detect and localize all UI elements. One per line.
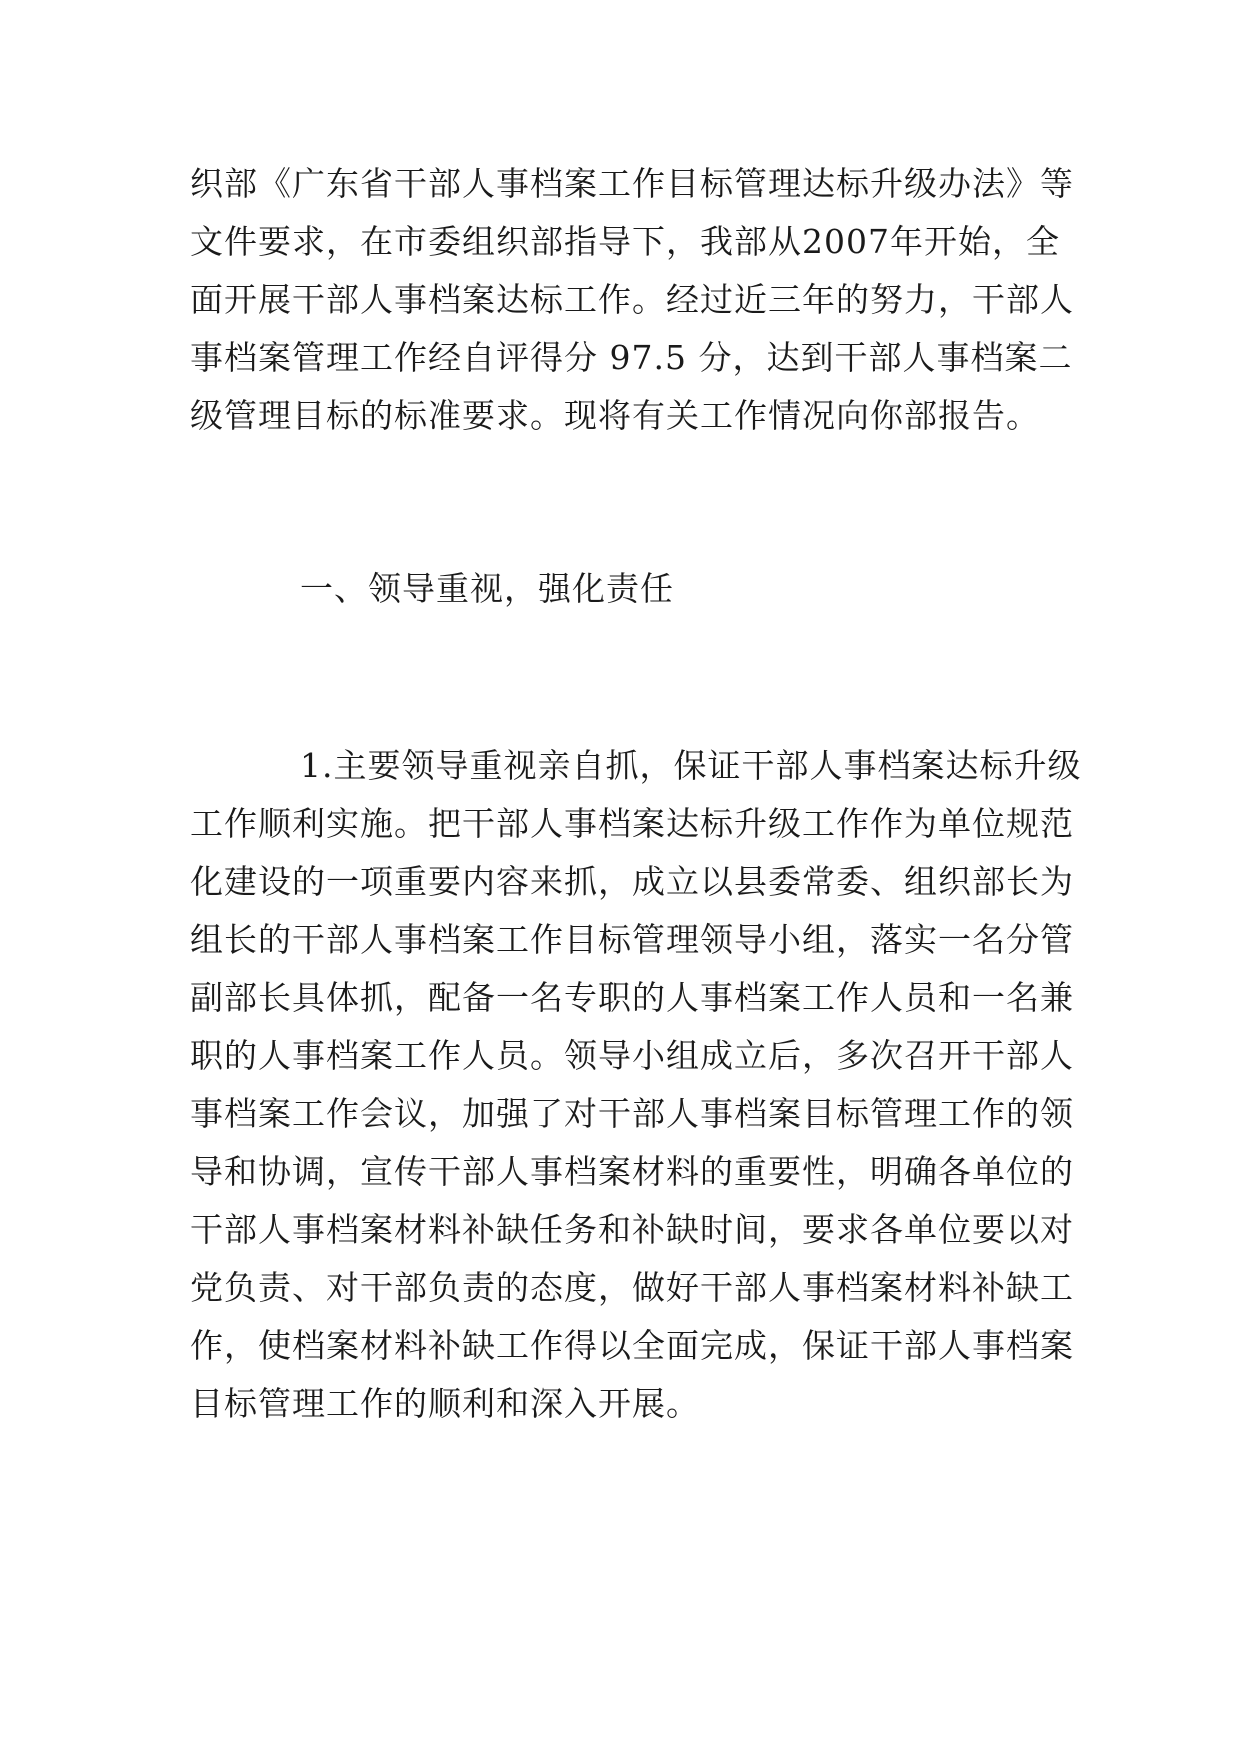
item1-line-1: 1.主要领导重视亲自抓，保证干部人事档案达标升级 [300, 746, 1082, 785]
section-heading: 一、领导重视，强化责任 [300, 569, 674, 608]
item1-line-4: 组长的干部人事档案工作目标管理领导小组，落实一名分管 [190, 920, 1074, 959]
intro-line-4: 事档案管理工作经自评得分 97.5 分，达到干部人事档案二 [190, 338, 1073, 377]
intro-line-1: 织部《广东省干部人事档案工作目标管理达标升级办法》等 [190, 164, 1074, 203]
item1-line-8: 导和协调，宣传干部人事档案材料的重要性，明确各单位的 [190, 1152, 1074, 1191]
item1-line-9: 干部人事档案材料补缺任务和补缺时间，要求各单位要以对 [190, 1210, 1074, 1249]
intro-line-5: 级管理目标的标准要求。现将有关工作情况向你部报告。 [190, 396, 1040, 435]
item1-line-7: 事档案工作会议，加强了对干部人事档案目标管理工作的领 [190, 1094, 1074, 1133]
intro-line-3: 面开展干部人事档案达标工作。经过近三年的努力，干部人 [190, 280, 1074, 319]
item1-line-12: 目标管理工作的顺利和深入开展。 [190, 1384, 700, 1423]
item1-line-3: 化建设的一项重要内容来抓，成立以县委常委、组织部长为 [190, 862, 1074, 901]
item1-line-11: 作，使档案材料补缺工作得以全面完成，保证干部人事档案 [190, 1326, 1074, 1365]
item1-line-6: 职的人事档案工作人员。领导小组成立后，多次召开干部人 [190, 1036, 1074, 1075]
item1-line-10: 党负责、对干部负责的态度，做好干部人事档案材料补缺工 [190, 1268, 1074, 1307]
intro-line-2: 文件要求，在市委组织部指导下，我部从2007年开始，全 [190, 222, 1060, 261]
item1-line-5: 副部长具体抓，配备一名专职的人事档案工作人员和一名兼 [190, 978, 1074, 1017]
item1-line-2: 工作顺利实施。把干部人事档案达标升级工作作为单位规范 [190, 804, 1074, 843]
